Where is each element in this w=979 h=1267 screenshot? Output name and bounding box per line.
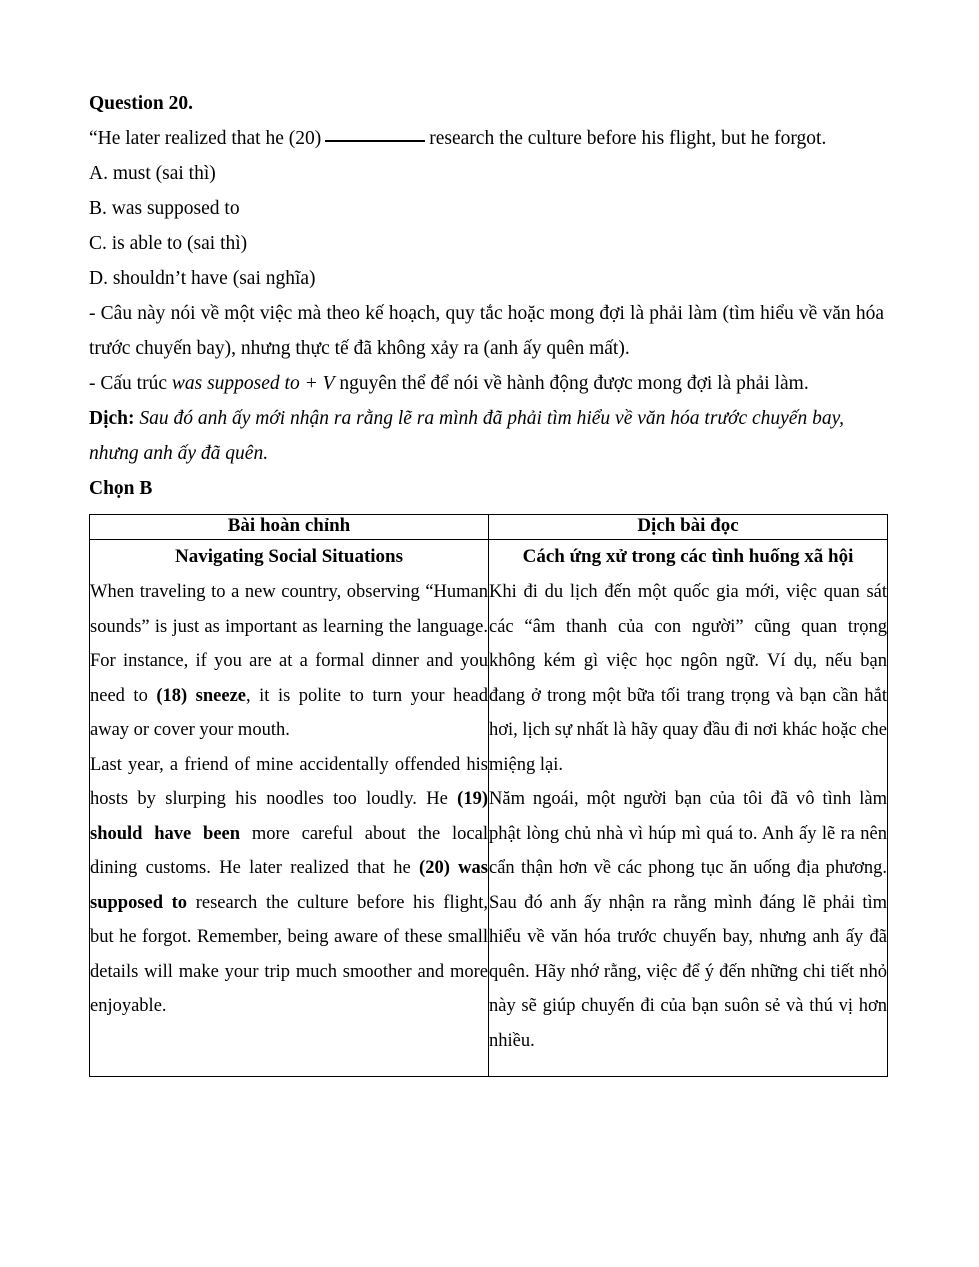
p1-blank-18: (18) sneeze [156,685,247,706]
p2-blank-20: (20) was supposed to [90,858,488,913]
reading-passage-table [89,514,888,1077]
explanation-2-suffix: nguyên thể để nói về hành động được mong đợi là phải làm. [334,373,809,394]
p2-blank-19: (19) should have been [90,789,488,844]
explanation-2-prefix: - Cấu trúc [89,373,172,394]
option-a: A. must (sai thì) [89,163,216,184]
cell-original-passage [90,540,489,1077]
passage-paragraph-2-original [90,748,488,1024]
cell-bottom-spacer [90,1024,488,1076]
passage-paragraph-1-translation: Khi đi du lịch đến một quốc gia mới, việc quan sát các “âm thanh của con người” cũng quan trọng không kém gì việc học ngôn ngữ. Ví dụ, nếu bạn đang ở trong một bữa tối trang trọng và bạn cần hắt hơi, lịch sự nhất là hãy quay đầu đi nơi khác hoặc che miệng lại. [489,582,887,775]
stem-text-after: research the culture before his flight, but he forgot. [429,128,827,149]
page-title: Question 20. [89,93,194,114]
option-c: C. is able to (sai thì) [89,233,248,254]
option-b: B. was supposed to [89,198,240,219]
p1-text-a: When traveling to a new country, observing “Human sounds” is just as important as learning the language. For instance, if you are at a formal dinner and you need to [90,582,488,706]
p2-text-a: Last year, a friend of mine accidentally offended his hosts by slurping his noodles too loudly. He [90,754,488,809]
explanation-2-structure: was supposed to + V [171,373,335,394]
question-stem [89,121,889,156]
passage-title-translation: Cách ứng xử trong các tình huống xã hội [522,546,854,567]
passage-title-original: Navigating Social Situations [174,546,404,567]
translation-line [89,401,879,471]
table-body-row [90,540,888,1077]
translation-label: Dịch: [89,408,135,429]
p2-text-b: more careful about the local dining customs. He later realized that he [90,823,488,878]
chosen-answer: Chọn B [89,478,153,499]
document-content [89,86,889,1077]
explanation-line-2 [89,366,889,401]
p1-text-b: , it is polite to turn your head away or cover your mouth. [90,685,489,740]
translation-text: Sau đó anh ấy mới nhận ra rằng lẽ ra mình đã phải tìm hiểu về văn hóa trước chuyến bay, nhưng anh ấy đã quên. [89,408,845,464]
stem-text-before: “He later realized that he (20) [89,128,322,149]
explanation-line-1: - Câu này nói về một việc mà theo kế hoạch, quy tắc hoặc mong đợi là phải làm (tìm hiểu về văn hóa trước chuyến bay), nhưng thực tế đã không xảy ra (anh ấy quên mất). [89,303,884,359]
option-d: D. shouldn’t have (sai nghĩa) [89,268,316,289]
p2-text-c: research the culture before his flight, but he forgot. Remember, being aware of these small details will make your trip much smoother and more enjoyable. [90,892,488,1016]
table-header-row [90,515,888,540]
column-header-original: Bài hoàn chỉnh [90,515,489,540]
answer-blank [325,140,425,142]
passage-paragraph-1-original [90,575,488,748]
passage-paragraph-2-translation: Năm ngoái, một người bạn của tôi đã vô tình làm phật lòng chủ nhà vì húp mì quá to. Anh ấy lẽ ra nên cẩn thận hơn về các phong tục ăn uống địa phương. Sau đó anh ấy nhận ra rằng mình đáng lẽ phải tìm hiểu về văn hóa trước chuyến bay, nhưng anh ấy đã quên. Hãy nhớ rằng, việc để ý đến những chi tiết nhỏ này sẽ giúp chuyến đi của bạn suôn sẻ và thú vị hơn nhiều. [489,789,887,1051]
column-header-translation: Dịch bài đọc [489,515,888,540]
cell-translated-passage [489,540,888,1077]
